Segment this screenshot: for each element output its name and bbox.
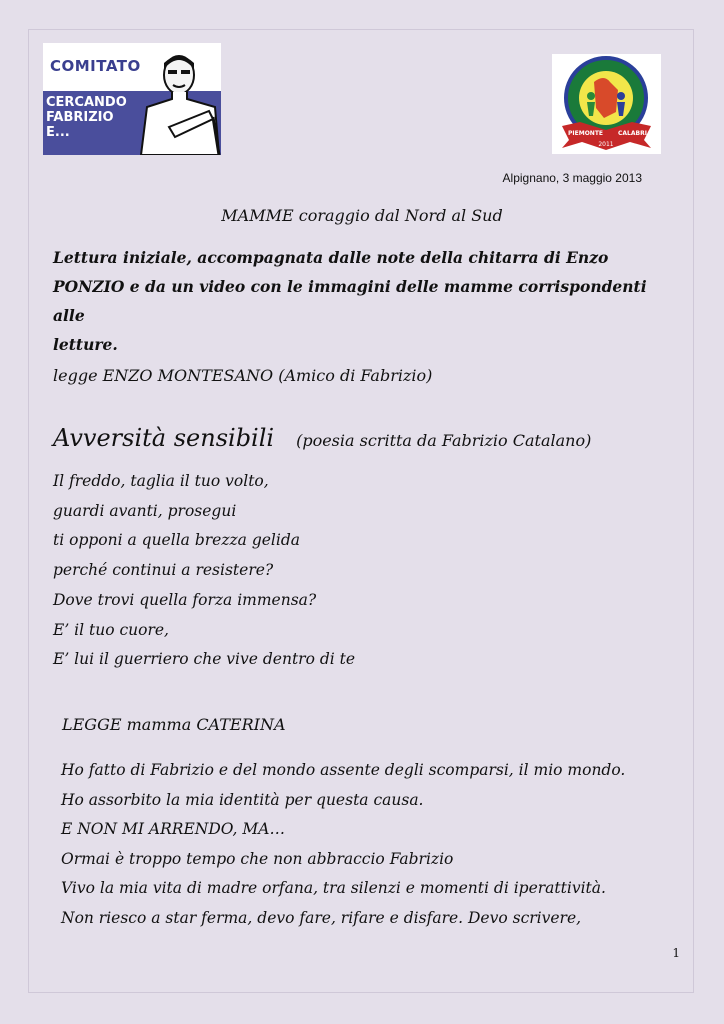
poem-line: E’ il tuo cuore, xyxy=(53,620,169,639)
seal-year: 2011 xyxy=(598,141,614,148)
document-date: Alpignano, 3 maggio 2013 xyxy=(502,171,642,185)
poem-heading xyxy=(53,424,591,452)
letter-line: Ho fatto di Fabrizio e del mondo assente degli scomparsi, il mio mondo. xyxy=(61,761,626,779)
poem-line: Il freddo, taglia il tuo volto, xyxy=(53,472,269,490)
reader-heading: LEGGE mamma CATERINA xyxy=(62,715,286,734)
page-number: 1 xyxy=(672,946,680,960)
letter-line: E NON MI ARRENDO, MA… xyxy=(61,820,285,838)
poem-title: Avversità sensibili xyxy=(53,424,275,452)
letter-line: Vivo la mia vita di madre orfana, tra silenzi e momenti di iperattività. xyxy=(61,879,606,897)
letter-line: Ho assorbito la mia identità per questa causa. xyxy=(61,790,424,809)
logo-band-line: CERCANDO xyxy=(46,95,127,110)
poem-line: perché continui a resistere? xyxy=(53,561,274,580)
association-seal-icon xyxy=(558,56,655,152)
intro-line: PONZIO e da un video con le immagini delle mamme corrispondenti alle xyxy=(53,277,647,325)
comitato-logo xyxy=(43,43,221,155)
poem-line: guardi avanti, prosegui xyxy=(53,501,237,520)
poem-line: E’ lui il guerriero che vive dentro di te xyxy=(53,650,356,669)
logo-band-text xyxy=(46,95,130,140)
document-subtitle: MAMME coraggio dal Nord al Sud xyxy=(221,206,503,225)
intro-line: letture. xyxy=(53,335,118,354)
poem-line: Dove trovi quella forza immensa? xyxy=(53,590,317,609)
portrait-figure-icon xyxy=(139,47,221,155)
letter-line: Non riesco a star ferma, devo fare, rifare e disfare. Devo scrivere, xyxy=(61,908,582,927)
associazione-logo xyxy=(552,54,661,154)
poem-line: ti opponi a quella brezza gelida xyxy=(53,531,300,550)
ribbon-left-label: PIEMONTE xyxy=(568,130,604,137)
logo-top-label: COMITATO xyxy=(50,57,141,75)
letter-line: Ormai è troppo tempo che non abbraccio Fabrizio xyxy=(61,849,454,868)
letter-body xyxy=(61,756,681,933)
logo-band-line: E... xyxy=(46,125,70,140)
poem-author-note: (poesia scritta da Fabrizio Catalano) xyxy=(296,431,592,450)
poem-body xyxy=(53,467,653,675)
ribbon-right-label: CALABRIA xyxy=(618,130,652,137)
logo-band-line: FABRIZIO xyxy=(46,110,114,125)
reader-heading: legge ENZO MONTESANO (Amico di Fabrizio) xyxy=(53,366,433,385)
intro-line: Lettura iniziale, accompagnata dalle note della chitarra di Enzo xyxy=(53,248,609,267)
intro-paragraph xyxy=(53,243,653,359)
